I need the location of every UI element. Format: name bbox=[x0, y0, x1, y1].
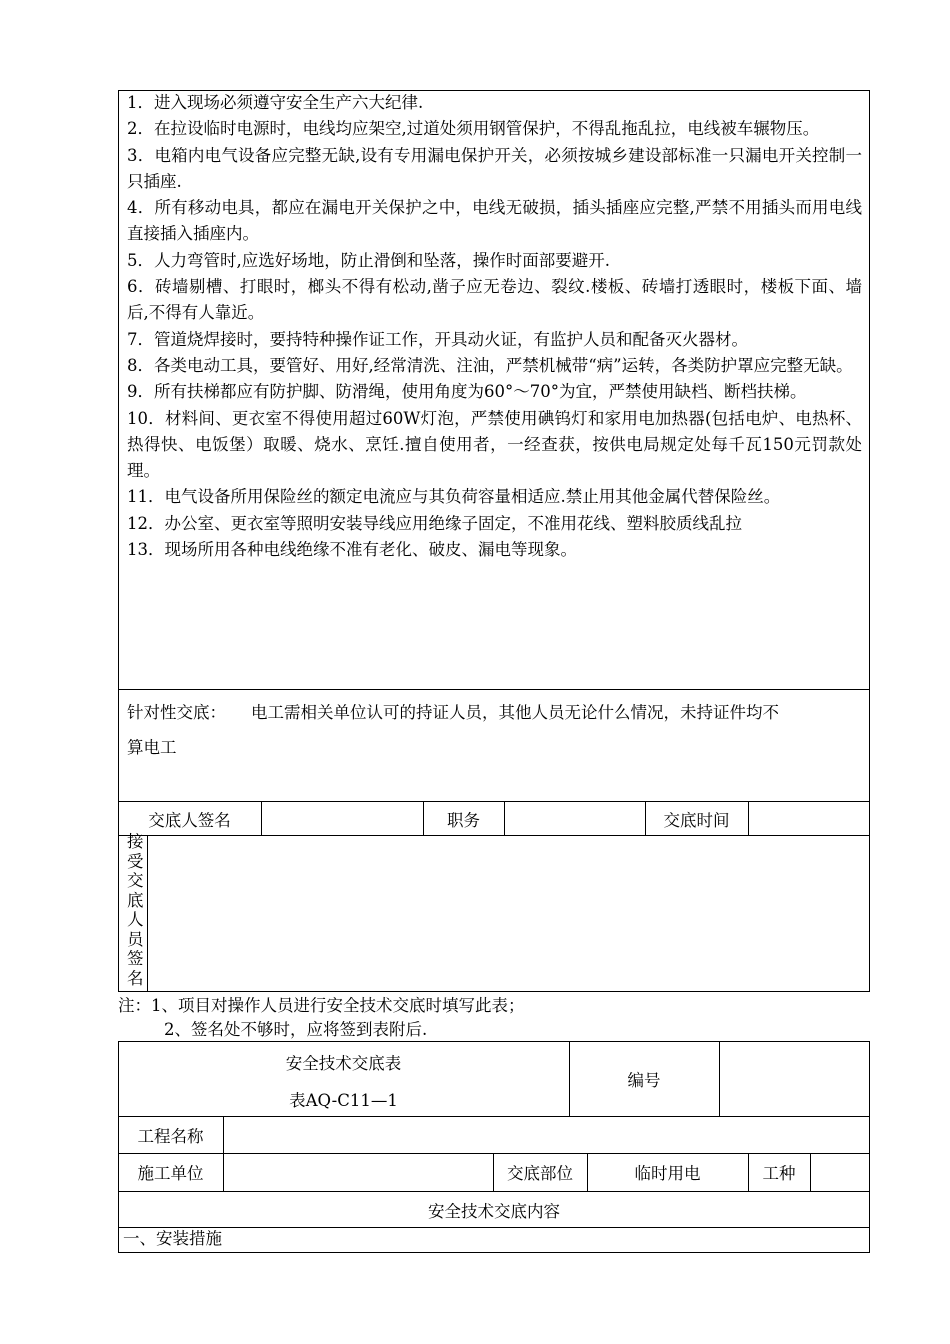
trade-field[interactable] bbox=[813, 1161, 867, 1187]
discloser-label: 交底人签名 bbox=[148, 811, 231, 830]
content-header: 安全技术交底内容 bbox=[428, 1202, 560, 1221]
rule-item: 1．进入现场必须遵守安全生产六大纪律. bbox=[127, 93, 424, 112]
construction-unit-field[interactable] bbox=[226, 1161, 490, 1187]
rule-item: 7．管道烧焊接时，要持特种操作证工作，开具动火证，有监护人员和配备灭火器材。 bbox=[127, 329, 748, 349]
receiver-label-char: 交 bbox=[127, 871, 144, 890]
receiver-label-char: 人 bbox=[127, 910, 144, 929]
disclosure-part-value[interactable]: 临时用电 bbox=[634, 1164, 701, 1183]
note-line-2: 2、签名处不够时，应将签到表附后. bbox=[164, 1020, 428, 1039]
divider bbox=[118, 801, 870, 802]
rule-item: 2．在拉设临时电源时，电线均应架空,过道处须用钢管保护，不得乱拖乱拉，电线被车辗物压。 bbox=[127, 119, 820, 139]
receiver-label-char: 受 bbox=[127, 851, 144, 871]
rule-item: 11．电气设备所用保险丝的额定电流应与其负荷容量相适应.禁止用其他金属代替保险丝。 bbox=[127, 487, 781, 507]
number-field[interactable] bbox=[722, 1068, 867, 1094]
position-field[interactable] bbox=[507, 808, 643, 834]
rule-item: 13．现场所用各种电线绝缘不准有老化、破皮、漏电等现象。 bbox=[127, 540, 577, 560]
divider bbox=[261, 801, 262, 836]
disclosure-time-field[interactable] bbox=[751, 808, 867, 834]
trade-label: 工种 bbox=[762, 1164, 796, 1183]
targeted-text-line2: 算电工 bbox=[127, 738, 177, 757]
targeted-text-line1: 电工需相关单位认可的持证人员，其他人员无论什么情况，未持证件均不 bbox=[251, 703, 779, 722]
divider bbox=[118, 1227, 870, 1228]
note-line-1: 注：1、项目对操作人员进行安全技术交底时填写此表； bbox=[118, 996, 525, 1015]
rule-item: 5．人力弯管时,应选好场地，防止滑倒和坠落，操作时面部要避开. bbox=[127, 250, 610, 270]
rule-item: 8．各类电动工具，要管好、用好,经常清洗、注油，严禁机械带“病”运转，各类防护罩应完整无缺。 bbox=[127, 355, 853, 375]
position-label: 职务 bbox=[447, 811, 480, 830]
rules-list bbox=[127, 90, 862, 563]
rule-item: 4．所有移动电具，都应在漏电开关保护之中，电线无破损，插头插座应完整,严禁不用插头而用电线直接插入插座内。 bbox=[127, 198, 862, 244]
divider bbox=[719, 1041, 720, 1116]
divider bbox=[147, 835, 148, 992]
divider bbox=[223, 1153, 224, 1191]
divider bbox=[118, 1153, 870, 1154]
discloser-signature-field[interactable] bbox=[264, 808, 420, 834]
disclosure-part-label: 交底部位 bbox=[507, 1164, 573, 1183]
divider bbox=[504, 801, 505, 836]
section-heading: 一、安装措施 bbox=[123, 1229, 222, 1248]
disclosure-time-label: 交底时间 bbox=[663, 811, 730, 830]
divider bbox=[223, 1116, 224, 1153]
rule-item: 6．砖墙剔槽、打眼时，榔头不得有松动,凿子应无卷边、裂纹.楼板、砖墙打透眼时，楼板下面、墙后,不得有人靠近。 bbox=[127, 277, 862, 323]
divider bbox=[118, 835, 870, 836]
divider bbox=[118, 1191, 870, 1192]
receiver-label-char: 签 bbox=[127, 949, 144, 968]
project-name-label: 工程名称 bbox=[137, 1127, 204, 1146]
rule-item: 10．材料间、更衣室不得使用超过60W灯泡，严禁使用碘钨灯和家用电加热器(包括电炉、电热杯、热得快、电饭堡）取暖、烧水、烹饪.擅自使用者，一经查获，按供电局规定处每千瓦150元罚款处理。 bbox=[127, 408, 862, 481]
receiver-label-char: 底 bbox=[127, 890, 144, 910]
divider bbox=[748, 801, 749, 836]
number-label: 编号 bbox=[627, 1071, 661, 1090]
receiver-label-char: 接 bbox=[127, 832, 144, 851]
receiver-label-char: 名 bbox=[127, 968, 144, 988]
form-title: 安全技术交底表 bbox=[285, 1054, 402, 1073]
receiver-label-char: 员 bbox=[127, 929, 144, 949]
divider bbox=[118, 1116, 870, 1117]
divider bbox=[810, 1153, 811, 1191]
form-subtitle: 表AQ-C11—1 bbox=[289, 1091, 398, 1110]
rule-item: 3．电箱内电气设备应完整无缺,设有专用漏电保护开关，必须按城乡建设部标准一只漏电开关控制一只插座. bbox=[127, 145, 862, 191]
divider bbox=[118, 689, 870, 690]
rule-item: 9．所有扶梯都应有防护脚、防滑绳，使用角度为60°～70°为宜，严禁使用缺档、断档扶梯。 bbox=[127, 382, 807, 402]
construction-unit-label: 施工单位 bbox=[137, 1164, 204, 1183]
rule-item: 12．办公室、更衣室等照明安装导线应用绝缘子固定，不准用花线、塑料胶质线乱拉 bbox=[127, 513, 742, 533]
receiver-signature-label bbox=[127, 832, 147, 988]
project-name-field[interactable] bbox=[226, 1124, 866, 1150]
receiver-signature-area[interactable] bbox=[149, 837, 868, 990]
targeted-label: 针对性交底： bbox=[127, 703, 226, 722]
